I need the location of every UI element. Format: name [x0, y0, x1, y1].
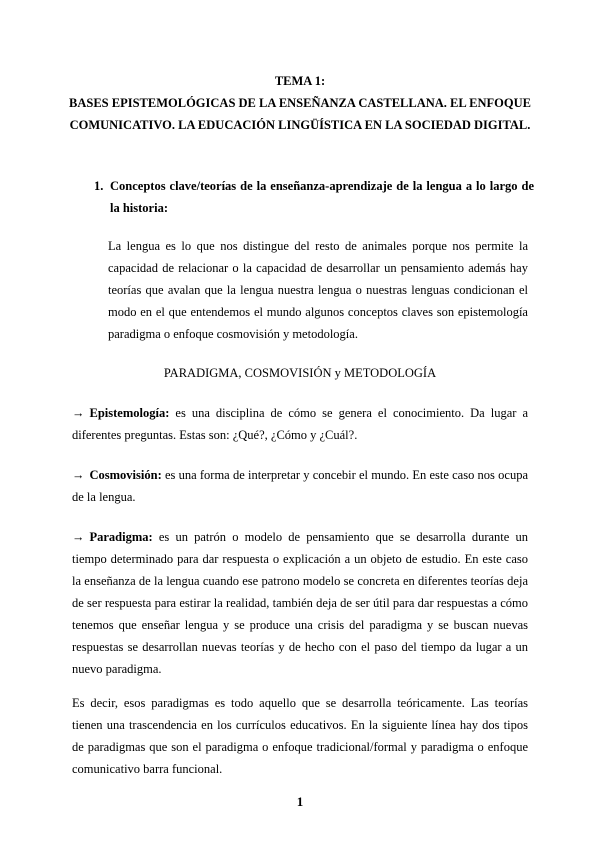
arrow-icon: → — [72, 530, 85, 544]
topic-title: TEMA 1: — [274, 74, 326, 88]
intro-paragraph: La lengua es lo que nos distingue del resto de animales porque nos permite la capacidad de relacionar o la capacidad de desarrollar un pensamiento además hay teorías que avalan que la lengua nuestra lengua o nuestras lenguas condicionan el modo en el que entendemos el mundo algunos conceptos claves son epistemología paradigma o enfoque cosmovisión y metodología. — [108, 239, 528, 341]
definition-cosmovision — [72, 464, 528, 508]
arrow-icon: → — [72, 468, 85, 482]
definition-text: es un patrón o modelo de pensamiento que se desarrolla durante un tiempo determinado para dar respuesta o explicación a un objeto de estudio. En este caso la enseñanza de la lengua cuando ese patrono modelo se concreta en diferentes teorías deja de ser respuesta para estirar la realidad, también deja de ser útil para dar respuestas a cómo tenemos que enseñar lengua y se produce una crisis del paradigma y se buscan nuevas respuestas se desarrollan nuevas teorías y de hecho con el paso del tiempo da lugar a un nuevo paradigma. — [72, 530, 528, 676]
concepts-subtitle: PARADIGMA, COSMOVISIÓN y METODOLOGÍA — [163, 366, 437, 380]
definition-text: es una forma de interpretar y concebir el mundo. En este caso nos ocupa de la lengua. — [72, 468, 529, 504]
section-heading — [94, 175, 534, 219]
definition-term: Cosmovisión: — [89, 468, 162, 482]
topic-subtitle-line-1: BASES EPISTEMOLÓGICAS DE LA ENSEÑANZA CASTELLANA. EL ENFOQUE — [69, 96, 531, 110]
definition-paradigma — [72, 526, 528, 680]
section-number: 1. — [94, 179, 104, 193]
arrow-icon: → — [72, 406, 85, 420]
topic-subtitle-line-2: COMUNICATIVO. LA EDUCACIÓN LINGÜÍSTICA EN LA SOCIEDAD DIGITAL. — [69, 118, 531, 132]
definition-text: es una disciplina de cómo se genera el conocimiento. Da lugar a diferentes preguntas. Estas son: ¿Qué?, ¿Cómo y ¿Cuál?. — [72, 406, 529, 442]
definition-term: Paradigma: — [89, 530, 153, 544]
page-number: 1 — [296, 794, 304, 809]
section-title: Conceptos clave/teorías de la enseñanza-aprendizaje de la lengua a lo largo de la historia: — [110, 179, 534, 215]
closing-paragraph: Es decir, esos paradigmas es todo aquello que se desarrolla teóricamente. Las teorías tienen una trascendencia en los currículos educativos. En la siguiente línea hay dos tipos de paradigmas que son el paradigma o enfoque tradicional/formal y paradigma o enfoque comunicativo barra funcional. — [72, 696, 528, 776]
definition-term: Epistemología: — [89, 406, 170, 420]
definition-epistemologia — [72, 402, 528, 446]
